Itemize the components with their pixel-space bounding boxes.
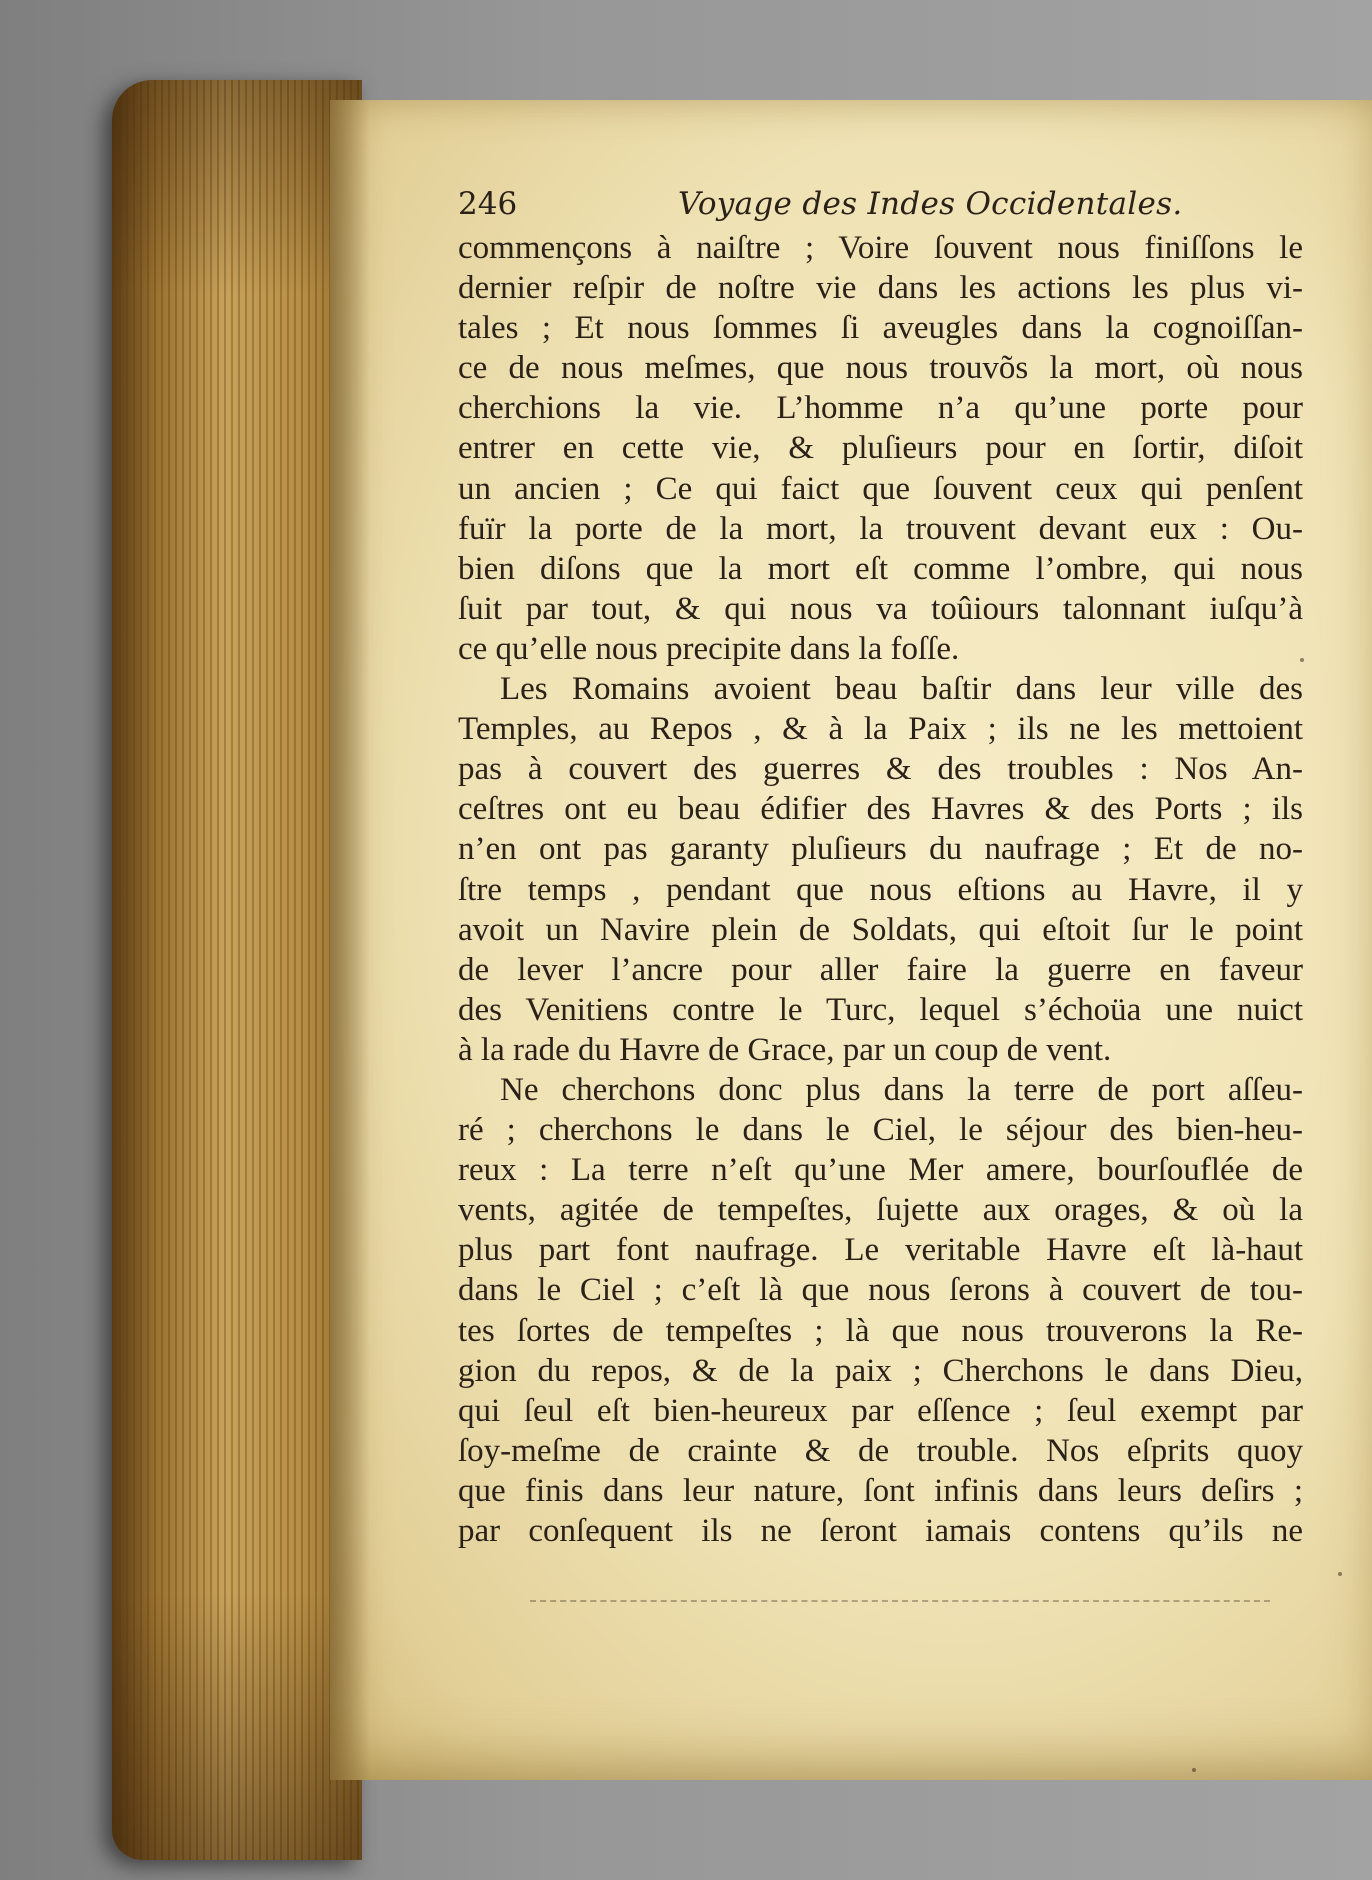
- ink-speck: [1192, 1768, 1196, 1772]
- text-line: ce qu’elle nous precipite dans la foſſe.: [458, 630, 960, 667]
- text-line: Ne cherchons donc plus dans la terre de port aſſeu-: [500, 1071, 1303, 1108]
- text-line: Temples, au Repos , & à la Paix ; ils ne les mettoient: [458, 711, 1303, 748]
- text-line: ré ; cherchons le dans le Ciel, le séjour des bien-heu-: [458, 1112, 1303, 1149]
- text-line: ceſtres ont eu beau édifier des Havres & des Ports ; ils: [458, 791, 1303, 828]
- text-line: vents, agitée de tempeſtes, ſujette aux orages, & où la: [458, 1192, 1303, 1229]
- text-line: ſoy-meſme de crainte & de trouble. Nos eſprits quoy: [458, 1432, 1303, 1469]
- text-line: commençons à naiſtre ; Voire ſouvent nous finiſſons le: [458, 230, 1303, 266]
- text-line: un ancien ; Ce qui faict que ſouvent ceux qui penſent: [458, 470, 1303, 507]
- running-head: [458, 186, 1298, 232]
- text-line: pas à couvert des guerres & des troubles : Nos An-: [458, 751, 1303, 788]
- running-title: Voyage des Indes Occidentales.: [678, 186, 1183, 222]
- text-line: fuïr la porte de la mort, la trouvent devant eux : Ou-: [458, 510, 1303, 547]
- text-line: à la rade du Havre de Grace, par un coup de vent.: [458, 1031, 1112, 1068]
- ink-speck: [1300, 658, 1304, 662]
- book-page-edges: [112, 80, 362, 1860]
- text-line: ſuit par tout, & qui nous va toûiours talonnant iuſqu’à: [458, 590, 1303, 627]
- text-line: tales ; Et nous ſommes ſi aveugles dans la cognoiſſan-: [458, 310, 1303, 347]
- page-gutter-shadow: [330, 100, 370, 1780]
- ink-speck: [1338, 1572, 1342, 1576]
- page-number: 246: [458, 186, 518, 222]
- body-text: [458, 228, 1303, 1551]
- text-line: bien diſons que la mort eſt comme l’ombre, qui nous: [458, 550, 1303, 587]
- text-line: gion du repos, & de la paix ; Cherchons le dans Dieu,: [458, 1352, 1303, 1389]
- text-line: plus part font naufrage. Le veritable Havre eſt là-haut: [458, 1232, 1303, 1269]
- text-line: cherchions la vie. L’homme n’a qu’une porte pour: [458, 390, 1303, 427]
- text-line: entrer en cette vie, & pluſieurs pour en ſortir, diſoit: [458, 430, 1303, 467]
- text-line: reux : La terre n’eſt qu’une Mer amere, bourſouflée de: [458, 1152, 1303, 1189]
- text-line: tes ſortes de tempeſtes ; là que nous trouverons la Re-: [458, 1312, 1303, 1349]
- text-line: qui ſeul eſt bien-heureux par eſſence ; ſeul exempt par: [458, 1392, 1303, 1429]
- text-line: n’en ont pas garanty pluſieurs du naufrage ; Et de no-: [458, 831, 1303, 868]
- text-line: dernier reſpir de noſtre vie dans les actions les plus vi-: [458, 270, 1303, 307]
- text-line: par conſequent ils ne ſeront iamais contens qu’ils ne: [458, 1513, 1303, 1549]
- text-line: dans le Ciel ; c’eſt là que nous ſerons à couvert de tou-: [458, 1272, 1303, 1309]
- text-line: ce de nous meſmes, que nous trouvõs la mort, où nous: [458, 350, 1303, 387]
- text-line: ſtre temps , pendant que nous eſtions au Havre, il y: [458, 871, 1303, 908]
- text-line: des Venitiens contre le Turc, lequel s’échoüa une nuict: [458, 991, 1303, 1028]
- text-line: que finis dans leur nature, ſont infinis dans leurs deſirs ;: [458, 1472, 1303, 1509]
- text-line: Les Romains avoient beau baſtir dans leur ville des: [500, 671, 1303, 708]
- bleed-through-marks: [530, 1600, 1270, 1608]
- text-line: avoit un Navire plein de Soldats, qui eſtoit ſur le point: [458, 911, 1303, 948]
- text-line: de lever l’ancre pour aller faire la guerre en faveur: [458, 951, 1303, 988]
